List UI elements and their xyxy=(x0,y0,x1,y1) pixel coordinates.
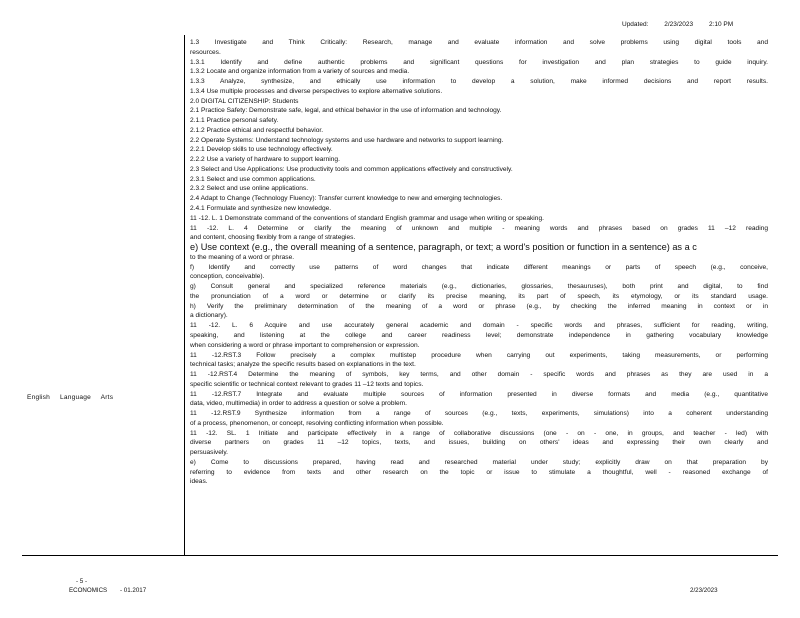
updated-stamp xyxy=(622,21,747,28)
content-line: e) Come to discussions prepared, having read and researched material under study; explicitly draw on that preparation by xyxy=(190,458,768,466)
content-line: 2.1.1 Practice personal safety. xyxy=(190,117,279,125)
content-line: 2.2.1 Develop skills to use technology effectively. xyxy=(190,146,333,154)
content-line: 11 -12. L. 6 Acquire and use accurately general academic and domain - specific words and phrases, sufficient for reading, writing, xyxy=(190,322,768,330)
updated-label: Updated: xyxy=(622,21,649,28)
content-line: specific scientific or technical context relevant to grades 11 –12 texts and topics. xyxy=(190,380,424,388)
content-line: conception, conceivable). xyxy=(190,273,265,281)
content-line: g) Consult general and specialized reference materials (e.g., dictionaries, glossaries, thesauruses), both print and digital, to find xyxy=(190,283,768,291)
footer-course: ECONOMICS xyxy=(69,587,108,594)
content-line: 11 -12. SL. 1 Initiate and participate effectively in a range of collaborative discussions (one - on - one, in groups, and teacher - led) with xyxy=(190,429,768,437)
content-line: ideas. xyxy=(190,478,208,486)
content-line: and content, choosing flexibly from a range of strategies. xyxy=(190,234,356,242)
content-line: 1.3.3 Analyze, synthesize, and ethically use information to develop a solution, make informed decisions and report results. xyxy=(190,78,768,86)
standards-content xyxy=(190,38,768,487)
content-line: e) Use context (e.g., the overall meaning of a sentence, paragraph, or text; a word's position or function in a sentence) as a c xyxy=(190,243,697,253)
content-line: referring to evidence from texts and other research on the topic or issue to stimulate a thoughtful, well - reasoned exchange of xyxy=(190,468,768,476)
content-line: when considering a word or phrase important to comprehension or expression. xyxy=(190,341,420,349)
content-line: persuasively. xyxy=(190,449,228,457)
updated-time: 2:10 PM xyxy=(708,21,734,28)
content-line: 2.2.2 Use a variety of hardware to support learning. xyxy=(190,156,340,164)
content-line: the pronunciation of a word or determine or clarify its precise meaning, its part of speech, its etymology, or its standard usage. xyxy=(190,292,768,300)
column-divider xyxy=(184,35,185,556)
content-line: 11 -12.RST.4 Determine the meaning of symbols, key terms, and other domain - specific words and phrases as they are used in a xyxy=(190,371,768,379)
content-line: 2.0 DIGITAL CITIZENSHIP: Students xyxy=(190,97,299,105)
content-line: 11 -12. L. 4 Determine or clarify the meaning of unknown and multiple - meaning words and phrases based on grades 11 –12 reading xyxy=(190,224,768,232)
content-line: 11 -12.RST.9 Synthesize information from a range of sources (e.g., texts, experiments, simulations) into a coherent understanding xyxy=(190,410,768,418)
updated-date: 2/23/2023 xyxy=(664,21,694,28)
content-line: 2.3 Select and Use Applications: Use productivity tools and common applications effectively and constructively. xyxy=(190,165,513,173)
content-line: data, video, multimedia) in order to address a question or solve a problem. xyxy=(190,400,407,408)
content-line: 11 -12.RST.3 Follow precisely a complex multistep procedure when carrying out experiments, taking measurements, or performing xyxy=(190,351,768,359)
footer-date: 2/23/2023 xyxy=(690,587,718,594)
content-line: 11 -12. L. 1 Demonstrate command of the conventions of standard English grammar and usage when writing or speaking. xyxy=(190,214,544,222)
content-line: 2.1.2 Practice ethical and respectful behavior. xyxy=(190,126,324,134)
content-line: 2.4.1 Formulate and synthesize new knowledge. xyxy=(190,205,332,213)
content-line: 1.3.2 Locate and organize information from a variety of sources and media. xyxy=(190,68,410,76)
content-line: 2.4 Adapt to Change (Technology Fluency): Transfer current knowledge to new and emerging technologies. xyxy=(190,195,503,203)
content-line: 2.3.1 Select and use common applications. xyxy=(190,175,316,183)
content-line: technical tasks; analyze the specific results based on explanations in the text. xyxy=(190,361,416,369)
content-line: a dictionary). xyxy=(190,312,228,320)
content-line: to the meaning of a word or phrase. xyxy=(190,253,295,261)
content-line: 2.1 Practice Safety: Demonstrate safe, legal, and ethical behavior in the use of information and technology. xyxy=(190,107,502,115)
content-line: 2.2 Operate Systems: Understand technology systems and use hardware and networks to support learning. xyxy=(190,136,504,144)
content-line: h) Verify the preliminary determination of the meaning of a word or phrase (e.g., by checking the inferred meaning in context or in xyxy=(190,302,768,310)
content-line: f) Identify and correctly use patterns of word changes that indicate different meanings or parts of speech (e.g., conceive, xyxy=(190,263,768,271)
content-line: diverse partners on grades 11 –12 topics, texts, and issues, building on others' ideas and expressing their own clearly and xyxy=(190,439,768,447)
subject-label: English Language Arts xyxy=(27,394,114,401)
table-bottom-rule xyxy=(22,555,778,556)
page-number: - 5 - xyxy=(76,578,88,585)
content-line: speaking, and listening at the college and career readiness level; demonstrate independence in gathering vocabulary knowledge xyxy=(190,331,768,339)
content-line: 11 -12.RST.7 Integrate and evaluate multiple sources of information presented in diverse formats and media (e.g., quantitative xyxy=(190,390,768,398)
content-line: 1.3.4 Use multiple processes and diverse perspectives to explore alternative solutions. xyxy=(190,87,443,95)
content-line: 1.3.1 Identify and define authentic problems and significant questions for investigation and plan strategies to guide inquiry. xyxy=(190,58,768,66)
content-line: resources. xyxy=(190,48,221,56)
content-line: 2.3.2 Select and use online applications. xyxy=(190,185,309,193)
content-line: 1.3 Investigate and Think Critically: Research, manage and evaluate information and solve problems using digital tools and xyxy=(190,39,768,46)
footer-version: - 01.2017 xyxy=(120,587,147,594)
content-line: of a process, phenomenon, or concept, resolving conflicting information when possible. xyxy=(190,419,444,427)
